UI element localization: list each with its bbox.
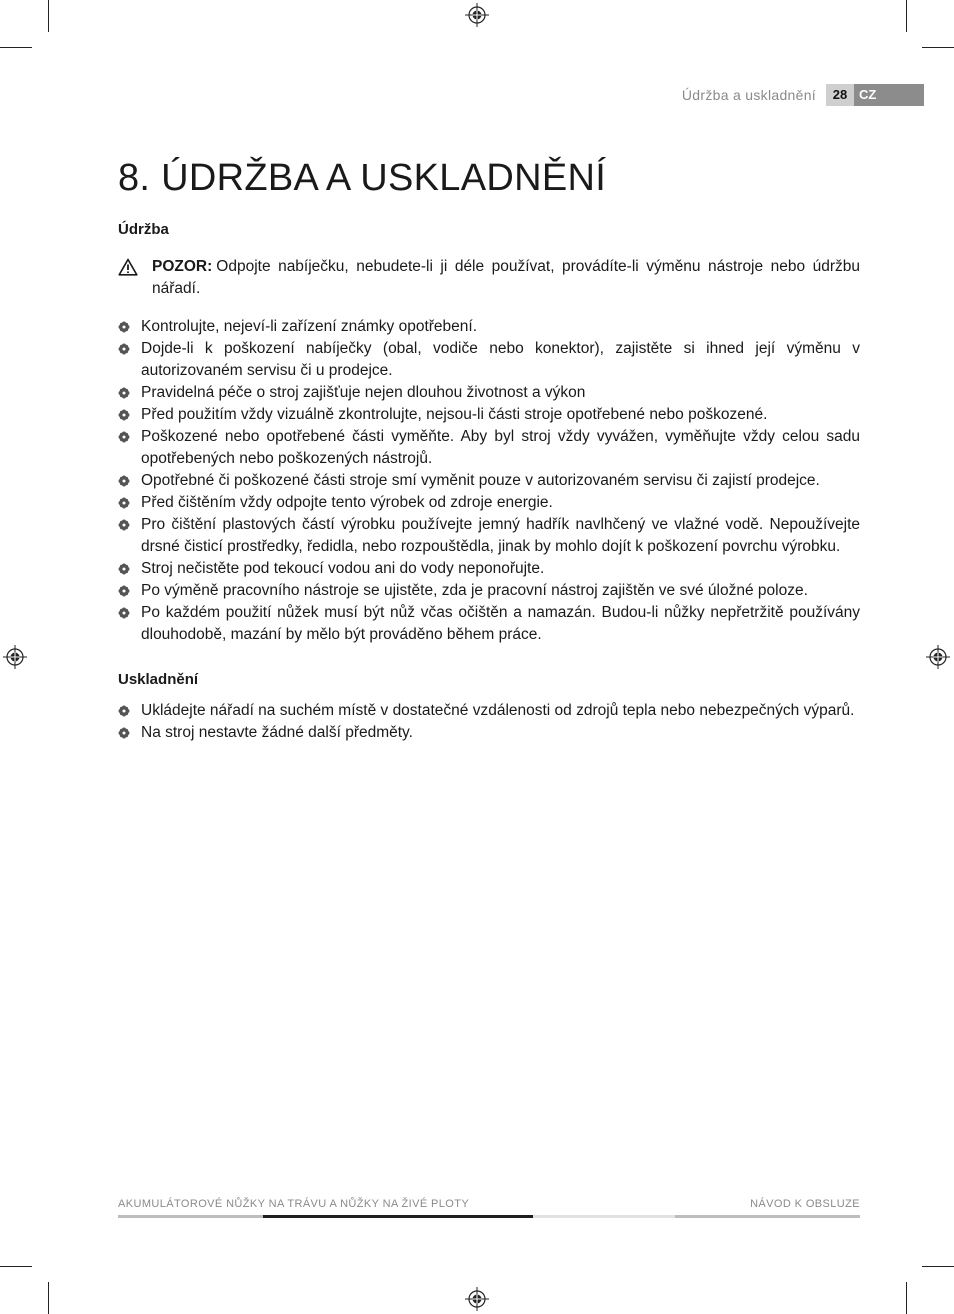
footer-bar-segment (263, 1215, 533, 1218)
crop-mark (0, 1266, 32, 1267)
list-item-text: Pro čištění plastových částí výrobku používejte jemný hadřík navlhčený ve vlažné vodě. Nepoužívejte drsné čisticí prostředky, ředidla, nebo rozpouštědla, jinak by mohlo dojít k poškození povrchu výrobku. (141, 516, 860, 555)
flower-bullet-icon (118, 409, 130, 421)
header-section-title: Údržba a uskladnění (681, 87, 816, 103)
flower-bullet-icon (118, 475, 130, 487)
list-item-text: Kontrolujte, nejeví-li zařízení známky opotřebení. (141, 318, 478, 335)
list-item (118, 580, 860, 602)
list-item-text: Ukládejte nářadí na suchém místě v dostatečné vzdálenosti od zdrojů tepla nebo nebezpečných výparů. (141, 702, 855, 719)
list-item-text: Po výměně pracovního nástroje se ujistěte, zda je pracovní nástroj zajištěn ve své úložné poloze. (141, 582, 808, 599)
crop-mark (922, 1266, 954, 1267)
list-item (118, 426, 860, 470)
list-item-text: Dojde-li k poškození nabíječky (obal, vodiče nebo konektor), zajistěte si ihned její výměnu v autorizovaném servisu či u prodejce. (141, 340, 860, 379)
flower-bullet-icon (118, 727, 130, 739)
warning-text: Odpojte nabíječku, nebudete-li ji déle používat, provádíte-li výměnu nástroje nebo údržbu nářadí. (152, 258, 860, 297)
list-item (118, 602, 860, 646)
flower-bullet-icon (118, 607, 130, 619)
flower-bullet-icon (118, 585, 130, 597)
list-item-text: Stroj nečistěte pod tekoucí vodou ani do vody neponořujte. (141, 560, 545, 577)
list-item (118, 316, 860, 338)
list-item-text: Před čištěním vždy odpojte tento výrobek od zdroje energie. (141, 494, 553, 511)
list-item (118, 700, 860, 722)
registration-mark-icon (465, 3, 489, 27)
flower-bullet-icon (118, 519, 130, 531)
list-item-text: Na stroj nestavte žádné další předměty. (141, 724, 413, 741)
footer-product-name: AKUMULÁTOROVÉ NŮŽKY NA TRÁVU A NŮŽKY NA ŽIVÉ PLOTY (118, 1198, 470, 1210)
footer-bar-segment (675, 1215, 860, 1218)
list-item (118, 722, 860, 744)
flower-bullet-icon (118, 321, 130, 333)
language-tab: CZ (854, 84, 924, 106)
list-item-text: Poškozené nebo opotřebené části vyměňte. Aby byl stroj vždy vyvážen, vyměňujte vždy celou sadu opotřebených nebo poškozených nástrojů. (141, 428, 860, 467)
warning-note (118, 256, 860, 300)
list-item (118, 514, 860, 558)
flower-bullet-icon (118, 387, 130, 399)
chapter-title: 8. ÚDRŽBA A USKLADNĚNÍ (118, 157, 607, 199)
footer-manual-label: NÁVOD K OBSLUZE (750, 1198, 860, 1210)
running-header (640, 84, 924, 106)
crop-mark (922, 47, 954, 48)
warning-triangle-icon (118, 258, 138, 276)
list-item (118, 492, 860, 514)
flower-bullet-icon (118, 431, 130, 443)
list-item (118, 470, 860, 492)
crop-mark (0, 47, 32, 48)
registration-mark-icon (3, 645, 27, 669)
flower-bullet-icon (118, 705, 130, 717)
crop-mark (48, 0, 49, 32)
maintenance-heading: Údržba (118, 221, 169, 238)
crop-mark (48, 1282, 49, 1314)
page-number: 28 (826, 84, 854, 106)
list-item (118, 404, 860, 426)
flower-bullet-icon (118, 343, 130, 355)
list-item-text: Před použitím vždy vizuálně zkontrolujte, nejsou-li části stroje opotřebené nebo poškozené. (141, 406, 768, 423)
page-footer (118, 1198, 860, 1222)
registration-mark-icon (926, 645, 950, 669)
flower-bullet-icon (118, 563, 130, 575)
storage-heading: Uskladnění (118, 671, 199, 688)
list-item (118, 558, 860, 580)
list-item-text: Po každém použití nůžek musí být nůž včas očištěn a namazán. Budou-li nůžky nepřetržitě používány dlouhodobě, mazání by mělo být prováděno během práce. (141, 604, 860, 643)
crop-mark (906, 0, 907, 32)
maintenance-list (118, 316, 860, 646)
list-item-text: Pravidelná péče o stroj zajišťuje nejen dlouhou životnost a výkon (141, 384, 586, 401)
list-item-text: Opotřebné či poškozené části stroje smí vyměnit pouze v autorizovaném servisu či zajistí prodejce. (141, 472, 820, 489)
registration-mark-icon (465, 1287, 489, 1311)
crop-mark (906, 1282, 907, 1314)
flower-bullet-icon (118, 497, 130, 509)
footer-bar-segment (118, 1215, 263, 1218)
warning-label: POZOR: (152, 258, 213, 275)
list-item (118, 338, 860, 382)
footer-bar-segment (533, 1215, 675, 1218)
page-content (118, 150, 860, 744)
storage-list (118, 700, 860, 744)
list-item (118, 382, 860, 404)
